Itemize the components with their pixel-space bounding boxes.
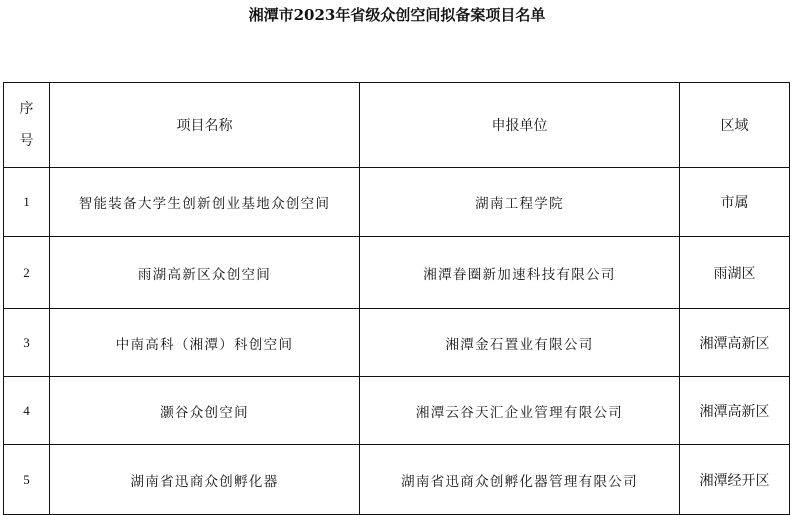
project-name-cell: 雨湖高新区众创空间 [50, 237, 360, 309]
table-row [4, 377, 790, 445]
document-title: 湘潭市2023年省级众创空间拟备案项目名单 [248, 6, 546, 24]
applicant-unit-cell: 湘潭金石置业有限公司 [360, 309, 680, 377]
region-cell: 雨湖区 [680, 237, 790, 309]
header-applicant-unit: 申报单位 [360, 83, 680, 168]
header-seq-top: 序 [19, 101, 34, 117]
region-cell: 湘潭高新区 [680, 377, 790, 445]
row-number: 5 [4, 445, 50, 515]
header-seq [4, 83, 50, 168]
table-row [4, 445, 790, 515]
applicant-unit-cell: 湖南工程学院 [360, 168, 680, 237]
header-seq-bottom: 号 [19, 133, 34, 149]
project-table [3, 82, 790, 515]
table-row [4, 309, 790, 377]
applicant-unit-cell: 湖南省迅商众创孵化器管理有限公司 [360, 445, 680, 515]
row-number: 4 [4, 377, 50, 445]
project-name-cell: 灏谷众创空间 [50, 377, 360, 445]
region-cell: 湘潭经开区 [680, 445, 790, 515]
applicant-unit-cell: 湘潭眷圈新加速科技有限公司 [360, 237, 680, 309]
row-number: 3 [4, 309, 50, 377]
project-name-cell: 智能装备大学生创新创业基地众创空间 [50, 168, 360, 237]
table-row [4, 168, 790, 237]
row-number: 1 [4, 168, 50, 237]
region-cell: 市属 [680, 168, 790, 237]
row-number: 2 [4, 237, 50, 309]
header-region: 区域 [680, 83, 790, 168]
applicant-unit-cell: 湘潭云谷天汇企业管理有限公司 [360, 377, 680, 445]
project-name-cell: 湖南省迅商众创孵化器 [50, 445, 360, 515]
project-name-cell: 中南高科（湘潭）科创空间 [50, 309, 360, 377]
table-row [4, 237, 790, 309]
table-header-row [4, 83, 790, 168]
region-cell: 湘潭高新区 [680, 309, 790, 377]
header-project-name: 项目名称 [50, 83, 360, 168]
